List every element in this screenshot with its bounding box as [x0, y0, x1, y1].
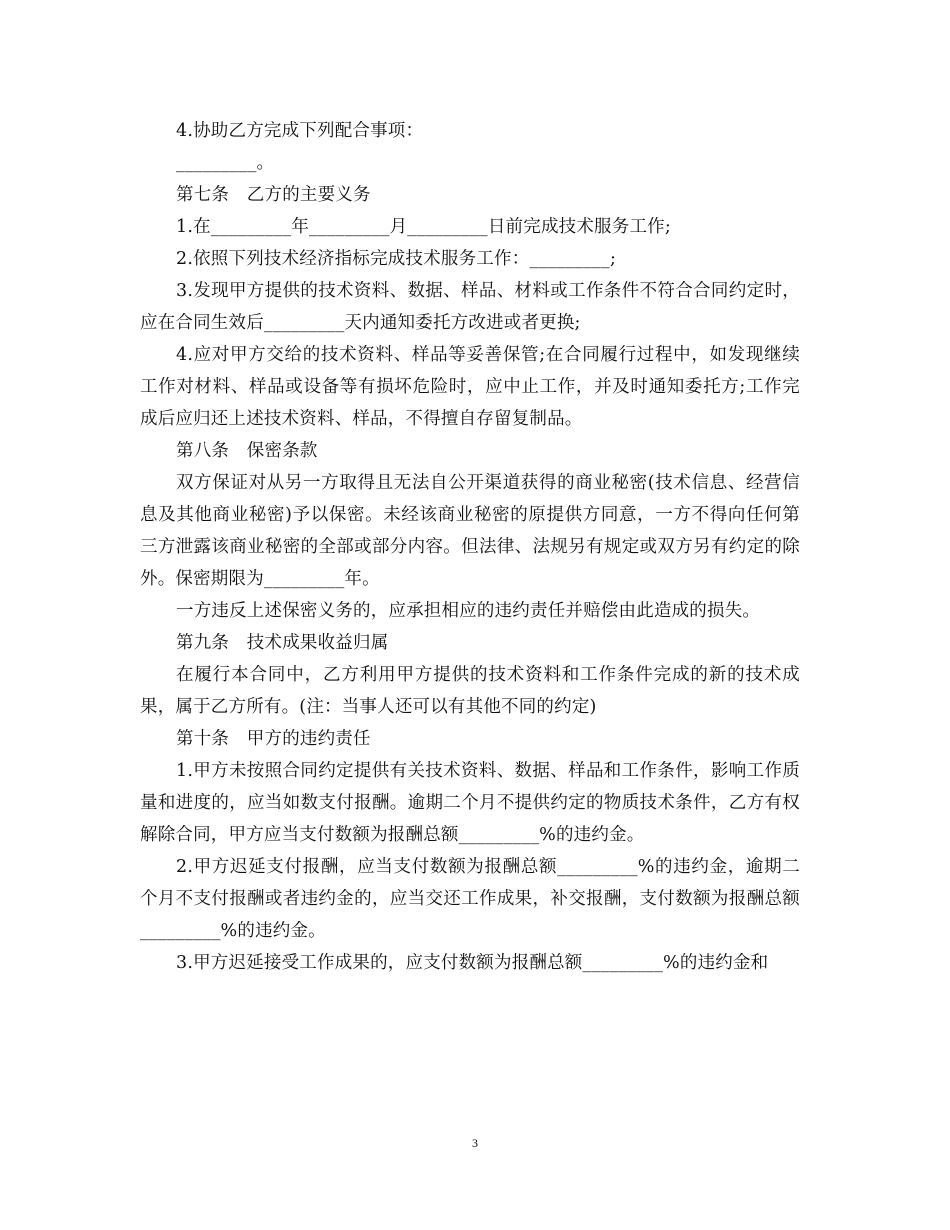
paragraph-10-2: 2.甲方迟延支付报酬，应当支付数额为报酬总额_________%的违约金，逾期二个月不支付报酬或者违约金的，应当交还工作成果，补交报酬，支付数额为报酬总额_________%的违约金。	[140, 857, 800, 941]
page-number: 3	[472, 1136, 478, 1150]
paragraph-7-3: 3.发现甲方提供的技术资料、数据、样品、材料或工作条件不符合合同约定时，应在合同生效后_________天内通知委托方改进或者更换;	[140, 281, 800, 333]
paragraph-10-3: 3.甲方迟延接受工作成果的，应支付数额为报酬总额_________%的违约金和	[176, 953, 769, 973]
paragraph-8-2: 一方违反上述保密义务的，应承担相应的违约责任并赔偿由此造成的损失。	[176, 601, 761, 621]
section-heading-article-9: 第九条 技术成果收益归属	[176, 633, 389, 653]
paragraph-7-4: 4.应对甲方交给的技术资料、样品等妥善保管;在合同履行过程中，如发现继续工作对材料、样品或设备等有损坏危险时，应中止工作，并及时通知委托方;工作完成后应归还上述技术资料、样品，不得擅自存留复制品。	[140, 345, 800, 429]
section-heading-article-7: 第七条 乙方的主要义务	[176, 185, 371, 205]
paragraph-8-1: 双方保证对从另一方取得且无法自公开渠道获得的商业秘密(技术信息、经营信息及其他商业秘密)予以保密。未经该商业秘密的原提供方同意，一方不得向任何第三方泄露该商业秘密的全部或部分内容。但法律、法规另有规定或双方另有约定的除外。保密期限为_________年。	[140, 473, 800, 589]
paragraph-7-2: 2.依照下列技术经济指标完成技术服务工作：_________;	[176, 249, 617, 269]
paragraph-blank: _________。	[176, 153, 275, 173]
section-heading-article-8: 第八条 保密条款	[176, 441, 318, 461]
paragraph-10-1: 1.甲方未按照合同约定提供有关技术资料、数据、样品和工作条件，影响工作质量和进度的，应当如数支付报酬。逾期二个月不提供约定的物质技术条件，乙方有权解除合同，甲方应当支付数额为报酬总额_________%的违约金。	[140, 761, 800, 845]
paragraph-7-1: 1.在_________年_________月_________日前完成技术服务工作;	[176, 217, 671, 237]
section-heading-article-10: 第十条 甲方的违约责任	[176, 729, 371, 749]
paragraph-9-1: 在履行本合同中，乙方利用甲方提供的技术资料和工作条件完成的新的技术成果，属于乙方所有。(注：当事人还可以有其他不同的约定)	[140, 665, 800, 717]
paragraph-item-4: 4.协助乙方完成下列配合事项：	[176, 121, 424, 141]
document-body	[140, 115, 800, 979]
